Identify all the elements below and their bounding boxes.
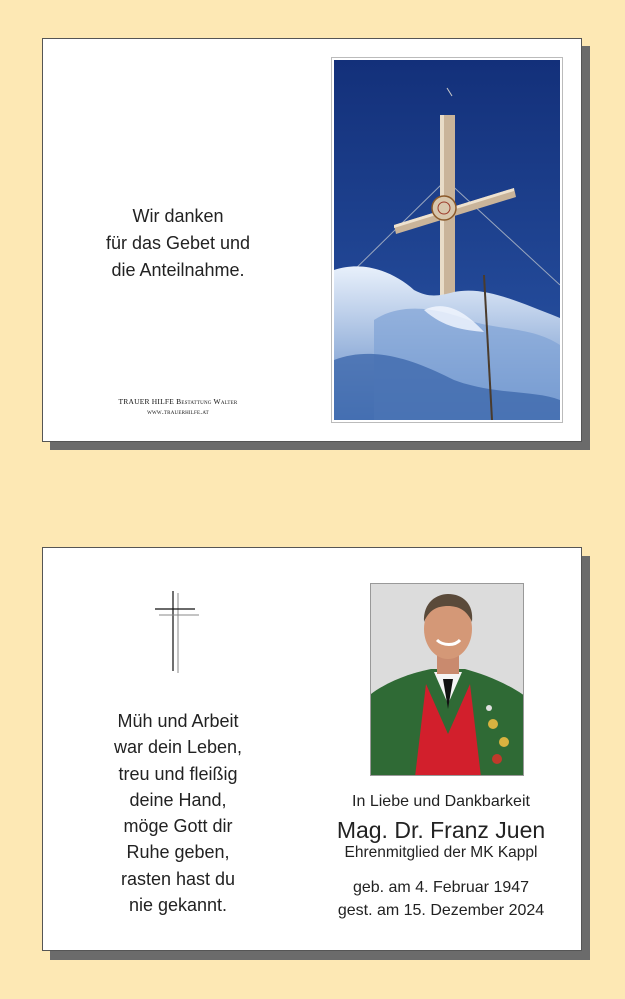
- cross-icon: [153, 591, 199, 673]
- thanks-text: [43, 203, 313, 284]
- undertaker-website: www.trauerhilfe.at: [147, 407, 209, 416]
- poem-line: möge Gott dir: [123, 816, 233, 837]
- intro-text: In Liebe und Dankbarkeit: [352, 793, 530, 810]
- poem-line: nie gekannt.: [128, 895, 228, 916]
- card-inner: [42, 547, 582, 951]
- poem-line: treu und fleißig: [118, 763, 238, 784]
- undertaker-name: TRAUER HILFE Bestattung Walter: [118, 397, 238, 406]
- thanks-line: Wir danken: [132, 206, 224, 226]
- poem-line: Müh und Arbeit: [117, 711, 239, 731]
- poem-line: rasten hast du: [120, 868, 236, 889]
- memorial-poem: [103, 708, 253, 918]
- poem-line: deine Hand,: [129, 789, 227, 810]
- poem-line: Ruhe geben,: [126, 842, 230, 863]
- thanks-line: die Anteilnahme.: [111, 260, 245, 280]
- deceased-name: Mag. Dr. Franz Juen: [336, 817, 546, 843]
- life-dates: [321, 876, 561, 922]
- thanks-line: für das Gebet und: [105, 233, 251, 253]
- poem-line: war dein Leben,: [113, 737, 243, 758]
- undertaker-imprint: [43, 397, 313, 417]
- birth-date: geb. am 4. Februar 1947: [352, 879, 530, 896]
- deceased-role: Ehrenmitglied der MK Kappl: [344, 844, 538, 861]
- portrait-photo: [370, 583, 524, 776]
- deceased-info: [321, 792, 561, 922]
- card-front: [42, 38, 582, 442]
- summit-cross-photo: [331, 57, 563, 423]
- death-date: gest. am 15. Dezember 2024: [337, 902, 545, 919]
